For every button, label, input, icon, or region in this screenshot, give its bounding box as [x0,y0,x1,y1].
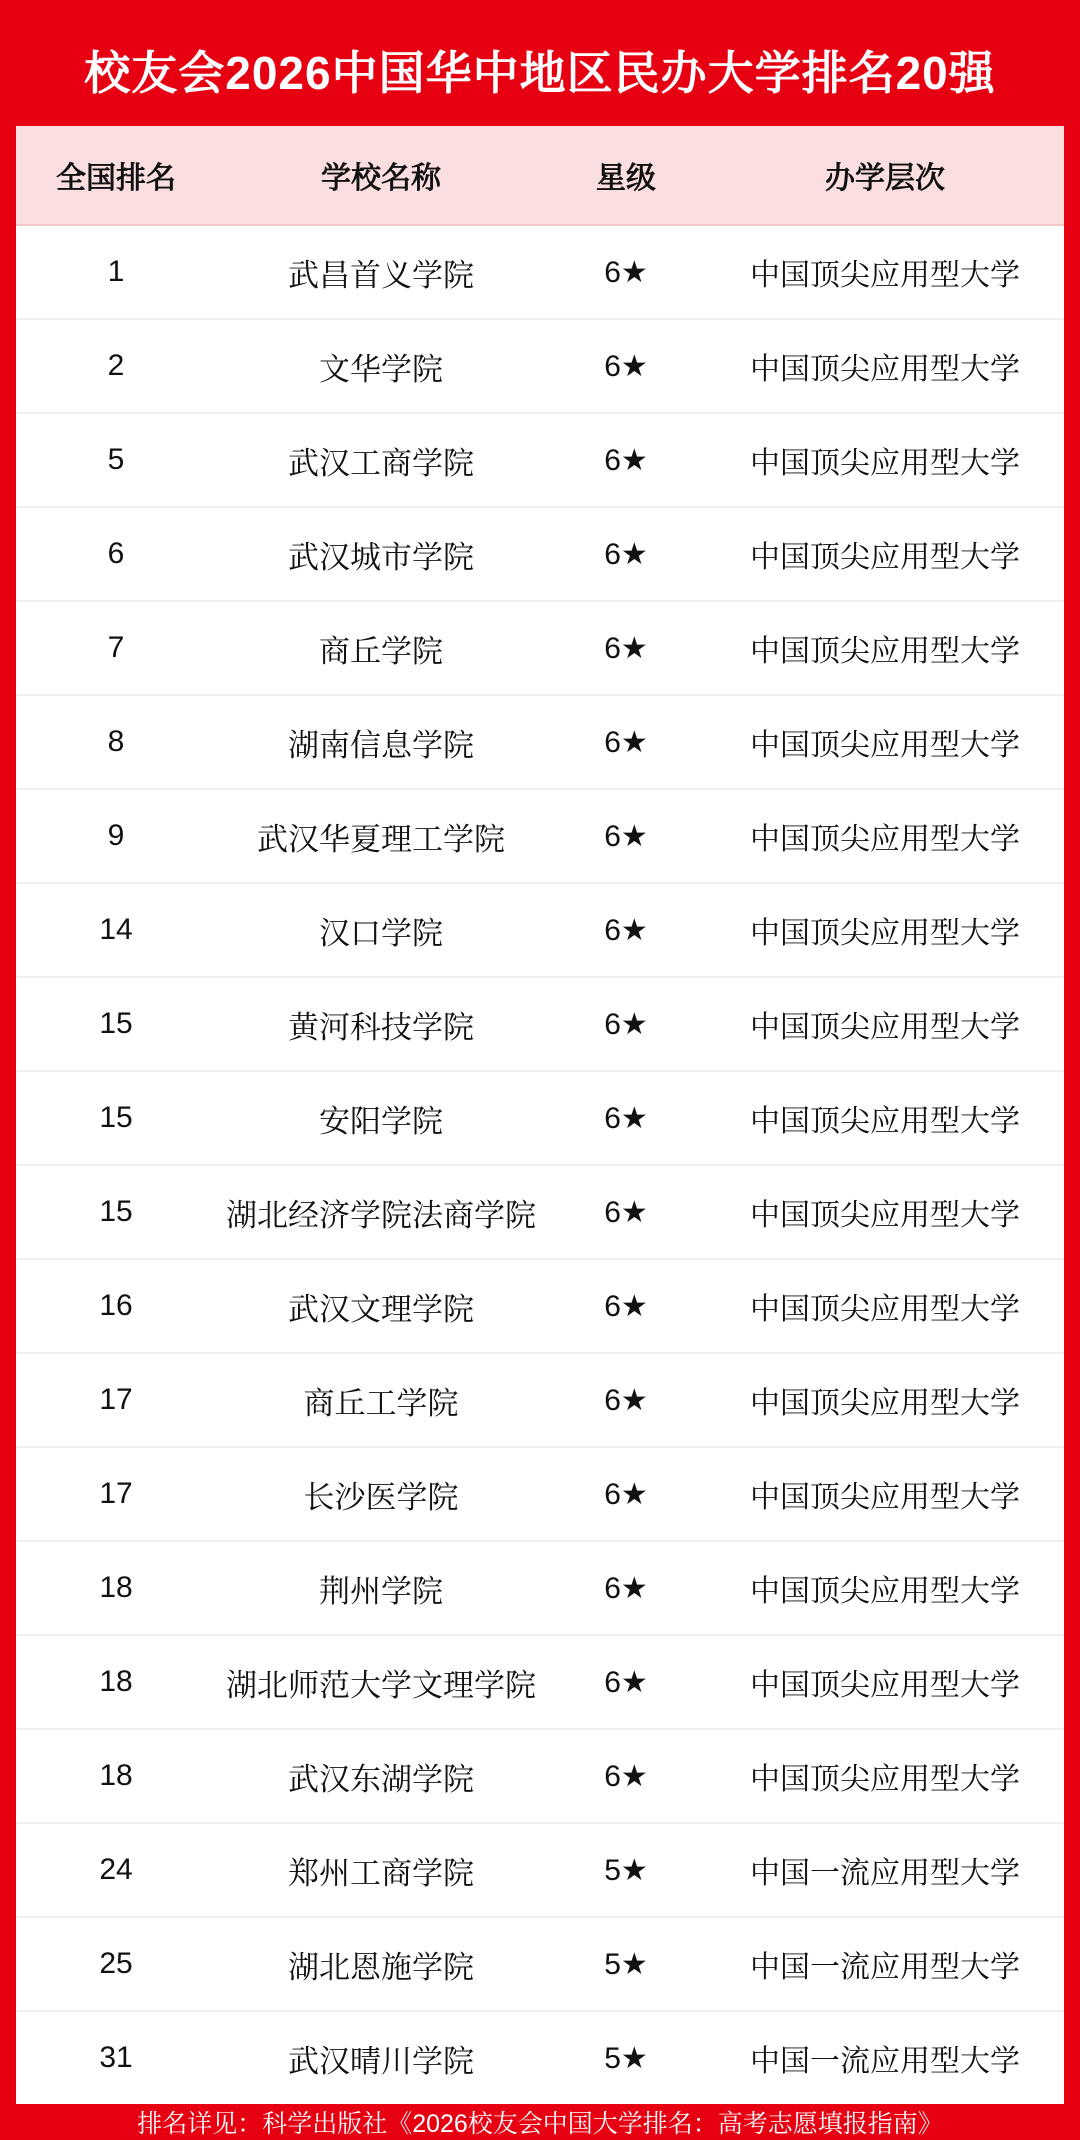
table-row [16,1729,1064,1823]
cell-level: 中国顶尖应用型大学 [706,1729,1064,1823]
cell-level: 中国顶尖应用型大学 [706,977,1064,1071]
table-row [16,977,1064,1071]
cell-school-name: 郑州工商学院 [216,1823,546,1917]
cell-star-rating: 6★ [546,507,706,601]
cell-level: 中国顶尖应用型大学 [706,1635,1064,1729]
cell-school-name: 武汉城市学院 [216,507,546,601]
cell-level: 中国顶尖应用型大学 [706,507,1064,601]
cell-star-rating: 6★ [546,1729,706,1823]
cell-level: 中国顶尖应用型大学 [706,1071,1064,1165]
cell-school-name: 安阳学院 [216,1071,546,1165]
cell-star-rating: 6★ [546,1071,706,1165]
cell-rank: 16 [16,1259,216,1353]
cell-rank: 17 [16,1353,216,1447]
cell-rank: 15 [16,1165,216,1259]
cell-star-rating: 6★ [546,319,706,413]
cell-school-name: 黄河科技学院 [216,977,546,1071]
table-row [16,1353,1064,1447]
cell-star-rating: 6★ [546,883,706,977]
cell-rank: 6 [16,507,216,601]
cell-star-rating: 6★ [546,977,706,1071]
cell-star-rating: 6★ [546,601,706,695]
cell-school-name: 武汉东湖学院 [216,1729,546,1823]
cell-star-rating: 6★ [546,1353,706,1447]
table-row [16,1541,1064,1635]
cell-rank: 9 [16,789,216,883]
cell-school-name: 武汉工商学院 [216,413,546,507]
cell-rank: 25 [16,1917,216,2011]
cell-level: 中国顶尖应用型大学 [706,319,1064,413]
cell-star-rating: 6★ [546,1165,706,1259]
cell-star-rating: 6★ [546,225,706,319]
table-header-row [16,126,1064,225]
cell-level: 中国一流应用型大学 [706,2011,1064,2104]
cell-school-name: 武汉文理学院 [216,1259,546,1353]
cell-rank: 31 [16,2011,216,2104]
table-row [16,789,1064,883]
cell-star-rating: 6★ [546,1259,706,1353]
table-row [16,1823,1064,1917]
cell-school-name: 湖北恩施学院 [216,1917,546,2011]
cell-star-rating: 6★ [546,1635,706,1729]
cell-level: 中国顶尖应用型大学 [706,1353,1064,1447]
table-body [16,225,1064,2104]
cell-rank: 18 [16,1729,216,1823]
table-row [16,1917,1064,2011]
cell-star-rating: 6★ [546,789,706,883]
table-row [16,1259,1064,1353]
cell-school-name: 武汉华夏理工学院 [216,789,546,883]
column-header-school: 学校名称 [216,126,546,225]
table-row [16,1165,1064,1259]
cell-school-name: 湖南信息学院 [216,695,546,789]
cell-level: 中国顶尖应用型大学 [706,413,1064,507]
ranking-table [16,126,1064,2104]
cell-rank: 18 [16,1541,216,1635]
table-row [16,507,1064,601]
cell-rank: 15 [16,977,216,1071]
table-row [16,1071,1064,1165]
cell-rank: 5 [16,413,216,507]
cell-level: 中国顶尖应用型大学 [706,225,1064,319]
table-row [16,319,1064,413]
cell-rank: 18 [16,1635,216,1729]
cell-rank: 15 [16,1071,216,1165]
cell-school-name: 文华学院 [216,319,546,413]
table-row [16,225,1064,319]
cell-level: 中国顶尖应用型大学 [706,1259,1064,1353]
cell-star-rating: 6★ [546,413,706,507]
cell-star-rating: 6★ [546,1447,706,1541]
cell-level: 中国顶尖应用型大学 [706,1165,1064,1259]
table-row [16,695,1064,789]
cell-level: 中国顶尖应用型大学 [706,695,1064,789]
table-row [16,413,1064,507]
cell-level: 中国顶尖应用型大学 [706,601,1064,695]
page-title: 校友会2026中国华中地区民办大学排名20强 [84,47,996,99]
cell-rank: 17 [16,1447,216,1541]
cell-school-name: 商丘学院 [216,601,546,695]
cell-star-rating: 5★ [546,1823,706,1917]
cell-rank: 2 [16,319,216,413]
table-row [16,1447,1064,1541]
cell-rank: 14 [16,883,216,977]
column-header-rank: 全国排名 [16,126,216,225]
cell-school-name: 湖北经济学院法商学院 [216,1165,546,1259]
table-row [16,883,1064,977]
cell-rank: 7 [16,601,216,695]
cell-star-rating: 5★ [546,1917,706,2011]
cell-school-name: 武汉晴川学院 [216,2011,546,2104]
footer [16,2104,1064,2140]
cell-school-name: 湖北师范大学文理学院 [216,1635,546,1729]
cell-star-rating: 6★ [546,695,706,789]
cell-school-name: 武昌首义学院 [216,225,546,319]
table-row [16,2011,1064,2104]
cell-star-rating: 6★ [546,1541,706,1635]
cell-level: 中国一流应用型大学 [706,1917,1064,2011]
cell-level: 中国顶尖应用型大学 [706,883,1064,977]
cell-level: 中国顶尖应用型大学 [706,1447,1064,1541]
table-row [16,601,1064,695]
cell-rank: 1 [16,225,216,319]
cell-level: 中国顶尖应用型大学 [706,1541,1064,1635]
cell-level: 中国一流应用型大学 [706,1823,1064,1917]
column-header-level: 办学层次 [706,126,1064,225]
cell-school-name: 汉口学院 [216,883,546,977]
cell-rank: 24 [16,1823,216,1917]
table-header [16,126,1064,225]
column-header-star: 星级 [546,126,706,225]
cell-star-rating: 5★ [546,2011,706,2104]
cell-school-name: 商丘工学院 [216,1353,546,1447]
cell-level: 中国顶尖应用型大学 [706,789,1064,883]
table-row [16,1635,1064,1729]
cell-school-name: 长沙医学院 [216,1447,546,1541]
cell-rank: 8 [16,695,216,789]
footer-note: 排名详见：科学出版社《2026校友会中国大学排名：高考志愿填报指南》 [137,2110,943,2138]
title-bar [16,14,1064,126]
cell-school-name: 荆州学院 [216,1541,546,1635]
